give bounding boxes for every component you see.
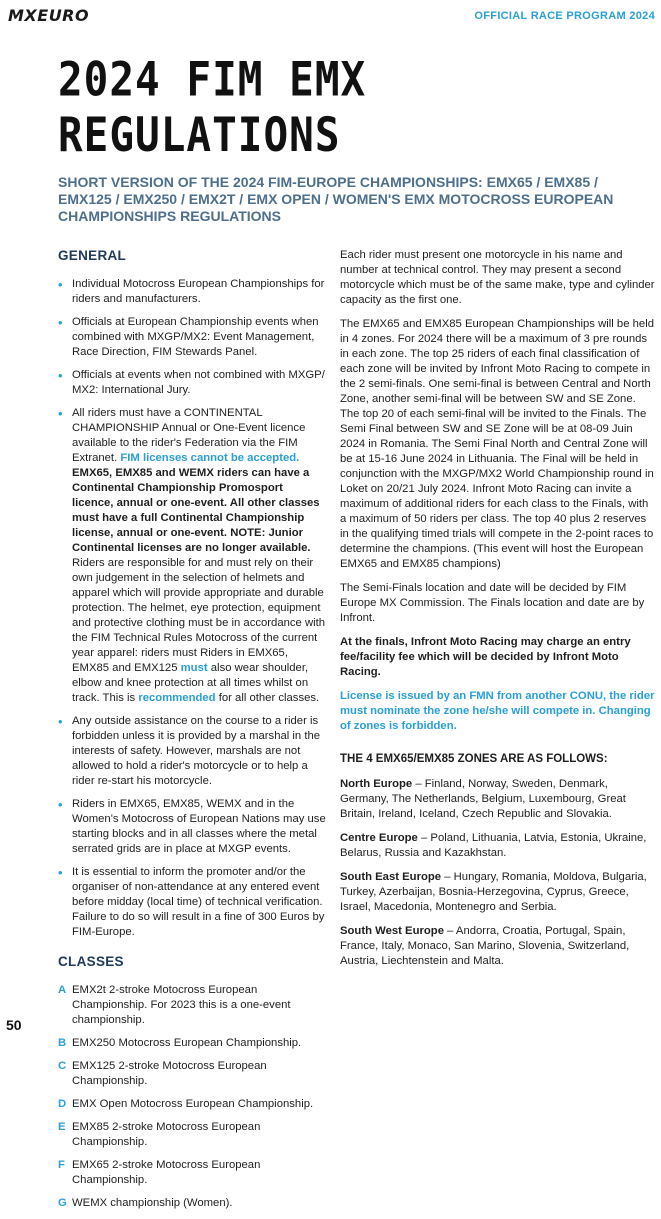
paragraph: At the finals, Infront Moto Racing may charge an entry fee/facility fee which will be decided by Infront Moto Racing.: [340, 636, 631, 678]
classes-heading: CLASSES: [58, 954, 124, 969]
zone-item: South West Europe – Andorra, Croatia, Portugal, Spain, France, Italy, Monaco, San Marino, Slovenia, Switzerland, Austria, Liechtenstein and Malta.: [340, 925, 630, 967]
mxeuro-logo: MXEURO: [8, 6, 90, 25]
program-label: OFFICIAL RACE PROGRAM 2024: [474, 10, 655, 22]
zone-item: Centre Europe – Poland, Lithuania, Latvia, Estonia, Ukraine, Belarus, Russia and Kazakhstan.: [340, 832, 647, 859]
class-item: B EMX250 Motocross European Championship.: [58, 1037, 302, 1049]
page-subtitle: SHORT VERSION OF THE 2024 FIM-EUROPE CHAMPIONSHIPS: EMX65 / EMX85 / EMX125 / EMX250 / EMX2T / EMX OPEN / WOMEN'S EMX MOTOCROSS EUROPEAN CHAMPIONSHIPS REGULATIONS: [58, 174, 614, 224]
class-item: G WEMX championship (Women).: [58, 1197, 233, 1209]
class-item: A EMX2t 2-stroke Motocross European Championship. For 2023 this is a one-event championship.: [58, 984, 291, 1026]
page-number: 50: [6, 1017, 22, 1033]
highlight-text: FIM licenses cannot be accepted.: [120, 452, 300, 464]
class-item: E EMX85 2-stroke Motocross European Championship.: [58, 1121, 261, 1148]
general-item: • Officials at European Championship events when combined with MXGP/MX2: Event Management, Race Direction, FIM Stewards Panel.: [58, 315, 326, 360]
classes-list: [58, 983, 326, 1211]
class-item: C EMX125 2-stroke Motocross European Championship.: [58, 1060, 267, 1087]
zones-heading: THE 4 EMX65/EMX85 ZONES ARE AS FOLLOWS:: [340, 753, 608, 765]
highlight-text: recommended: [138, 692, 216, 704]
highlight-text: must: [180, 662, 208, 674]
zone-item: South East Europe – Hungary, Romania, Moldova, Bulgaria, Turkey, Azerbaijan, Bosnia-Herzegovina, Cyprus, Greece, Israel, Macedonia, Montenegro and Serbia.: [340, 871, 647, 913]
paragraph-highlight: License is issued by an FMN from another CONU, the rider must nominate the zone he/she will compete in. Changing of zones is forbidden.: [340, 690, 655, 732]
general-heading: GENERAL: [58, 248, 127, 263]
general-list: [58, 277, 326, 940]
left-column: [58, 248, 326, 1219]
general-item: • Individual Motocross European Championships for riders and manufacturers.: [58, 277, 326, 307]
class-item: F EMX65 2-stroke Motocross European Championship.: [58, 1159, 261, 1186]
page-header: [0, 0, 661, 30]
general-item: • It is essential to inform the promoter and/or the organiser of non-attendance at any entered event before midday (local time) of technical verification. Failure to do so will result in a fine of 300 Euros by FIM-Europe.: [58, 865, 326, 940]
general-item: • All riders must have a CONTINENTAL CHAMPIONSHIP Annual or One-Event licence available to the rider's Federation via the FIM Extranet. FIM licenses cannot be accepted. EMX65, EMX85 and WEMX riders can have a Continental Championship Promosport licence, annual or one-event. All other classes must have a full Continental Championship license, annual or one-event. NOTE: Junior Continental licenses are no longer available. Riders are responsible for and must rely on their own judgement in the selection of helmets and apparel which will provide appropriate and durable protection. The helmet, eye protection, equipment and protective clothing must be in accordance with the FIM Technical Rules Motocross of the current year apparel: riders must Riders in EMX65, EMX85 and EMX125 must also wear shoulder, elbow and knee protection at all times whilst on track. This is recommended for all other classes.: [58, 406, 326, 706]
class-item: D EMX Open Motocross European Championship.: [58, 1098, 314, 1110]
general-item: • Riders in EMX65, EMX85, WEMX and in the Women's Motocross of European Nations may use starting blocks and in all classes where the metal serrated grids are in place at MXGP events.: [58, 797, 326, 857]
paragraph: The EMX65 and EMX85 European Championships will be held in 4 zones. For 2024 there will be a maximum of 3 pre rounds in each zone. The top 25 riders of each final classification of each zone will be invited by Infront Moto Racing to compete in the 2 semi-finals. One semi-final is between Central and North Zone, another semi-final will be between SW and SE Zone. The top 20 of each semi-final will be invited to the Finals. The Semi Final between SW and SE Zone will be at 08-09 Juin 2024 in Romania. The Semi Final North and Central Zone will be at 15-16 June 2024 in Lithuania. The Final will be held in conjunction with the MXGP/MX2 World Championship round in Loket on 20/21 July 2024. Infront Moto Racing can invite a maximum of additional riders for each class to the Finals, with a maximum of 50 riders per class. The top 40 plus 2 reserves in the qualifying timed trials will compete in the 2-point races to determine the champions. (This event will host the European EMX65 and EMX85 champions): [340, 318, 654, 570]
general-item: • Officials at events when not combined with MXGP/ MX2: International Jury.: [58, 368, 326, 398]
zone-item: North Europe – Finland, Norway, Sweden, Denmark, Germany, The Netherlands, Belgium, Luxembourg, Great Britain, Ireland, Iceland, Czech Republic and Slovakia.: [340, 778, 626, 820]
general-item: • Any outside assistance on the course to a rider is forbidden unless it is provided by a marshal in the interests of safety. However, marshals are not allowed to hold a rider's motorcycle or to help a rider re-start his motorcycle.: [58, 714, 326, 789]
paragraph: The Semi-Finals location and date will be decided by FIM Europe MX Commission. The Finals location and date are by Infront.: [340, 582, 645, 624]
page-title: 2024 FIM EMX REGULATIONS: [58, 52, 367, 163]
right-column: [340, 248, 655, 978]
paragraph: Each rider must present one motorcycle in his name and number at technical control. They may present a second motorcycle which must be of the same make, type and cylinder capacity as the first one.: [340, 249, 655, 306]
